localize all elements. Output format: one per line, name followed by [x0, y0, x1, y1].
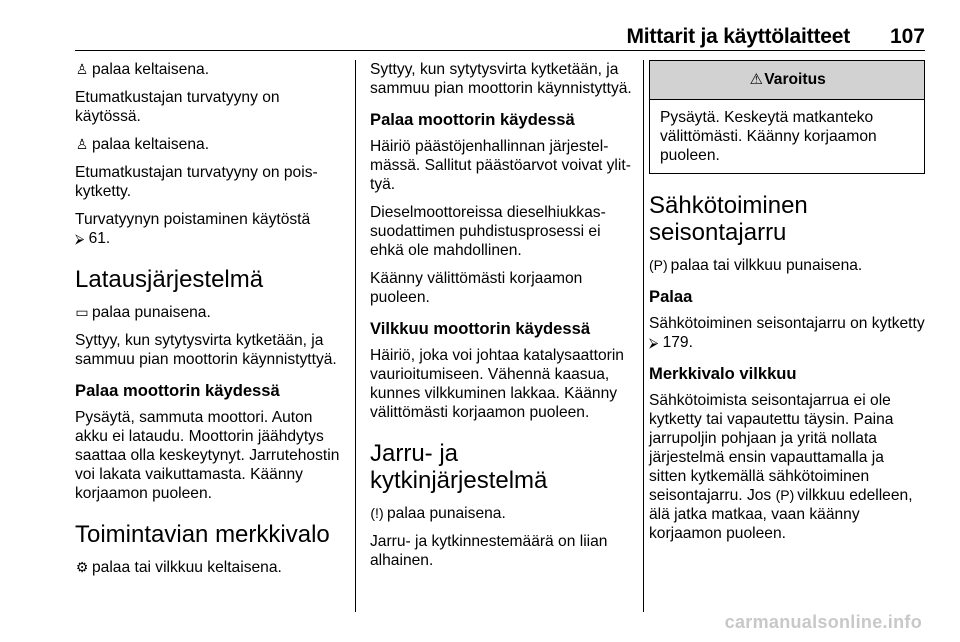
- brake-warning-icon: (!): [370, 505, 384, 521]
- column-2: [370, 60, 632, 579]
- heading-charging-system: Latausjärjestelmä: [75, 266, 264, 293]
- warning-title: Varoitus: [764, 71, 826, 88]
- column-divider-1: [355, 60, 356, 612]
- column-1: [75, 60, 347, 586]
- parking-brake-icon: (P): [649, 257, 668, 273]
- paragraph-parking-light: (P) palaa tai vilkkuu punaisena.: [649, 257, 863, 274]
- warning-body: Pysäytä. Keskeytä matkanteko välittömästi. Käänny korjaamon puoleen.: [660, 109, 877, 164]
- paragraph-parking-flashing: Sähkötoimista seisontajarrua ei ole kytketty tai vapautettu täysin. Paina jarrupoljin pohjaan ja yritä nollata järjestelmä ensin vapauttamalla ja sitten kytkemällä sähkötoiminen seisontajarru. Jos (P) vilkkuu edelleen, älä jatka matkaa, vaan käänny korjaamon puoleen.: [649, 392, 913, 542]
- paragraph-airbag-off-desc: Etumatkustajan turvatyyny on poiskytketty.: [75, 164, 318, 200]
- paragraph-go-to-workshop: Käänny välittömästi korjaamon puoleen.: [370, 270, 583, 306]
- page-ref-arrow-icon: ⮚: [649, 335, 659, 350]
- paragraph-battery-desc: Syttyy, kun sytytysvirta kytketään, ja sammuu pian moottorin käynnistyttyä.: [75, 332, 337, 368]
- heading-on-while-running: Palaa moottorin käydessä: [75, 381, 280, 400]
- paragraph-battery-running: Pysäytä, sammuta moottori. Auton akku ei lataudu. Moottorin jäähdytys saattaa olla keskeytynyt. Jarrutehostin voi lakata vaikuttamasta. Käänny korjaamon puoleen.: [75, 409, 340, 502]
- heading-light-flashing: Merkkivalo vilkkuu: [649, 364, 797, 383]
- heading-malfunction-light: Toimintavian merkkivalo: [75, 521, 330, 548]
- engine-icon: ⚙: [75, 559, 89, 575]
- page-ref-link[interactable]: 179.: [662, 334, 693, 351]
- heading-on: Palaa: [649, 287, 693, 306]
- paragraph-engine-desc: Syttyy, kun sytytysvirta kytketään, ja sammuu pian moottorin käynnistyttyä.: [370, 61, 632, 97]
- warning-box: [649, 60, 925, 174]
- paragraph-emission-fault: Häiriö päästöjenhallinnan järjestelmässä. Sallitut päästöarvot voivat ylittyä.: [370, 138, 631, 193]
- heading-on-while-running-2: Palaa moottorin käydessä: [370, 110, 575, 129]
- watermark: carmanualsonline.info: [724, 612, 922, 632]
- paragraph-brake-light: (!) palaa punaisena.: [370, 505, 506, 522]
- running-title: Mittarit ja käyttölaitteet: [626, 25, 850, 48]
- paragraph-airbag-off: ♙ palaa keltaisena.: [75, 136, 210, 153]
- paragraph-airbag-on-desc: Etumatkustajan turvatyyny on käytössä.: [75, 89, 280, 125]
- battery-icon: ▭: [75, 304, 89, 320]
- heading-brake-clutch: Jarru- ja kytkinjärjestelmä: [370, 440, 548, 494]
- column-3: [649, 60, 925, 552]
- page-ref-arrow-icon: ⮚: [75, 231, 85, 246]
- heading-electric-parking-brake: Sähkötoiminen seisontajarru: [649, 192, 808, 246]
- paragraph-diesel-filter: Dieselmoottoreissa dieselhiukkassuodattimen puhdistusprosessi ei ehkä ole mahdollinen.: [370, 204, 606, 259]
- page-number: 107: [889, 25, 925, 48]
- header-rule: [75, 50, 925, 51]
- parking-brake-icon: (P): [775, 487, 795, 503]
- page-ref-link[interactable]: 61.: [88, 230, 111, 247]
- paragraph-parking-engaged: Sähkötoiminen seisontajarru on kytketty ⮚ 179.: [649, 315, 925, 351]
- page-header: [0, 0, 960, 48]
- paragraph-airbag-ref: Turvatyynyn poistaminen käytöstä ⮚ 61.: [75, 211, 311, 247]
- warning-triangle-icon: ⚠: [749, 71, 763, 88]
- paragraph-airbag-on: ♙ palaa keltaisena.: [75, 61, 210, 78]
- paragraph-catalyst: Häiriö, joka voi johtaa katalysaattorin vaurioitumiseen. Vähennä kaasua, kunnes vilkkuminen lakkaa. Käänny välittömästi korjaamon puoleen.: [370, 347, 624, 421]
- paragraph-brake-fluid: Jarru- ja kytkinnestemäärä on liian alhainen.: [370, 533, 608, 569]
- heading-flashing-while-running: Vilkkuu moottorin käydessä: [370, 319, 591, 338]
- airbag-off-icon: ♙: [75, 136, 89, 152]
- paragraph-battery: ▭ palaa punaisena.: [75, 304, 211, 321]
- warning-header: [650, 61, 924, 100]
- paragraph-engine-light: ⚙ palaa tai vilkkuu keltaisena.: [75, 559, 282, 576]
- column-divider-2: [643, 60, 644, 612]
- airbag-on-icon: ♙: [75, 61, 89, 77]
